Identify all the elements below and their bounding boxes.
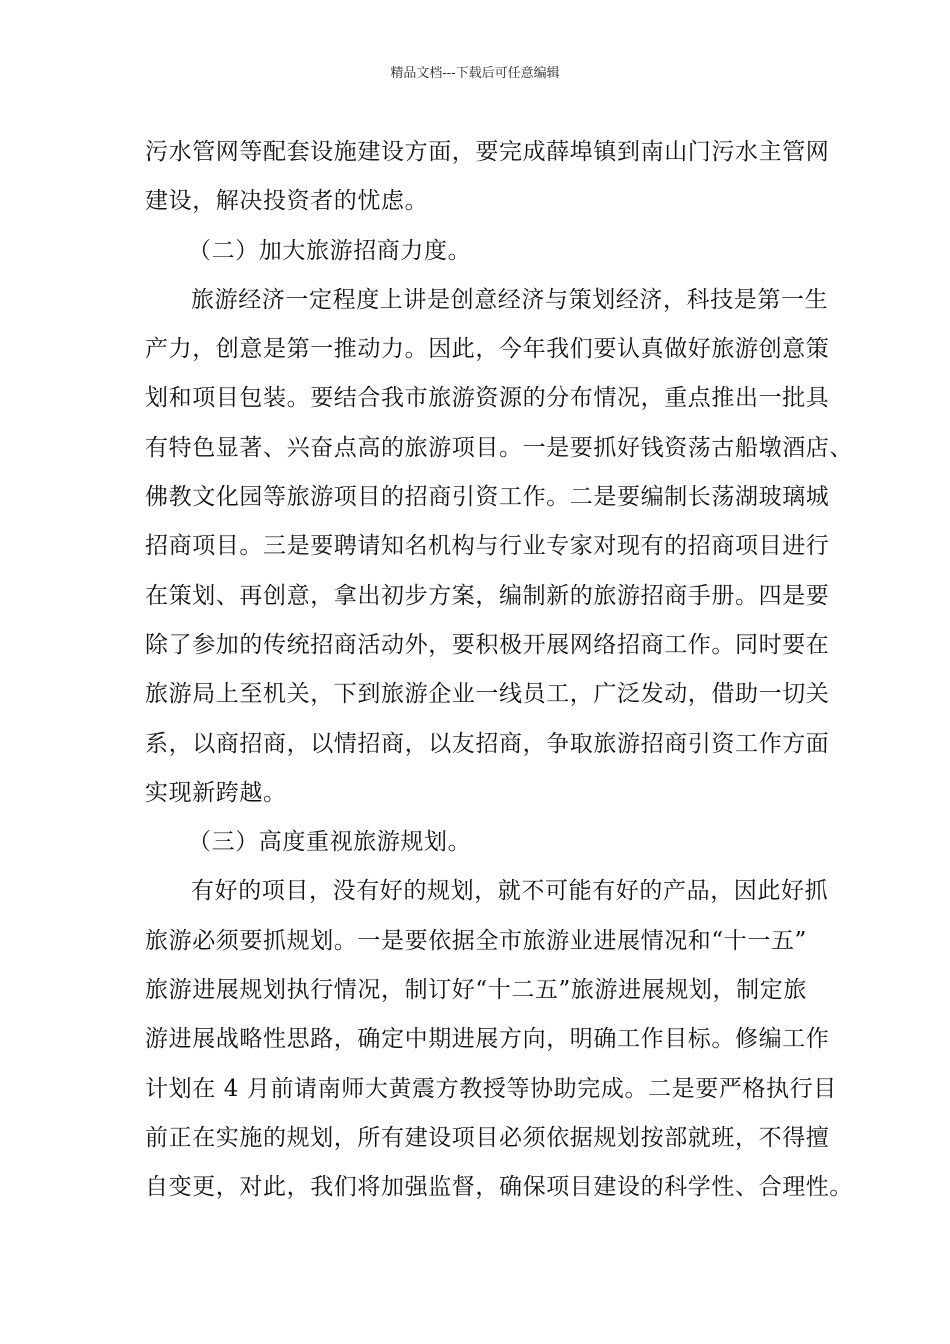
body-line: 系，以商招商，以情招商，以友招商，争取旅游招商引资工作方面 [145,730,830,757]
body-line: 旅游进展规划执行情况，制订好“十二五”旅游进展规划，制定旅 [145,977,807,1004]
body-line: 旅游必须要抓规划。一是要依据全市旅游业进展情况和“十一五” [145,927,807,954]
section-heading-2: （二）加大旅游招商力度。 [188,237,472,264]
paragraph-start: 旅游经济一定程度上讲是创意经济与策划经济，科技是第一生 [191,286,829,313]
body-line: 除了参加的传统招商活动外，要积极开展网络招商工作。同时要在 [145,631,830,658]
body-line: 自变更，对此，我们将加强监督，确保项目建设的科学性、合理性。 [145,1174,853,1201]
body-line: 建设，解决投资者的忧虑。 [145,188,429,215]
body-line: 划和项目包装。要结合我市旅游资源的分布情况，重点推出一批具 [145,385,830,412]
document-body [145,132,853,1217]
body-line: 游进展战略性思路，确定中期进展方向，明确工作目标。修编工作 [145,1026,830,1053]
body-line: 实现新跨越。 [145,779,287,806]
body-line: 在策划、再创意，拿出初步方案，编制新的旅游招商手册。四是要 [145,582,830,609]
body-line: 招商项目。三是要聘请知名机构与行业专家对现有的招商项目进行 [145,533,830,560]
body-line: 有特色显著、兴奋点高的旅游项目。一是要抓好钱资荡古船墩酒店、 [145,434,853,461]
body-line: 计划在 4 月前请南师大黄震方教授等协助完成。二是要严格执行目 [145,1075,837,1102]
page-header: 精品文档---下载后可任意编辑 [390,66,560,81]
paragraph-start: 有好的项目，没有好的规划，就不可能有好的产品，因此好抓 [191,878,829,905]
body-line: 旅游局上至机关，下到旅游企业一线员工，广泛发动，借助一切关 [145,681,830,708]
section-heading-3: （三）高度重视旅游规划。 [188,829,472,856]
body-line: 污水管网等配套设施建设方面，要完成薛埠镇到南山门污水主管网 [145,139,830,165]
body-line: 佛教文化园等旅游项目的招商引资工作。二是要编制长荡湖玻璃城 [145,484,830,511]
body-line: 产力，创意是第一推动力。因此，今年我们要认真做好旅游创意策 [145,336,830,363]
body-line: 前正在实施的规划，所有建设项目必须依据规划按部就班，不得擅 [145,1124,830,1151]
